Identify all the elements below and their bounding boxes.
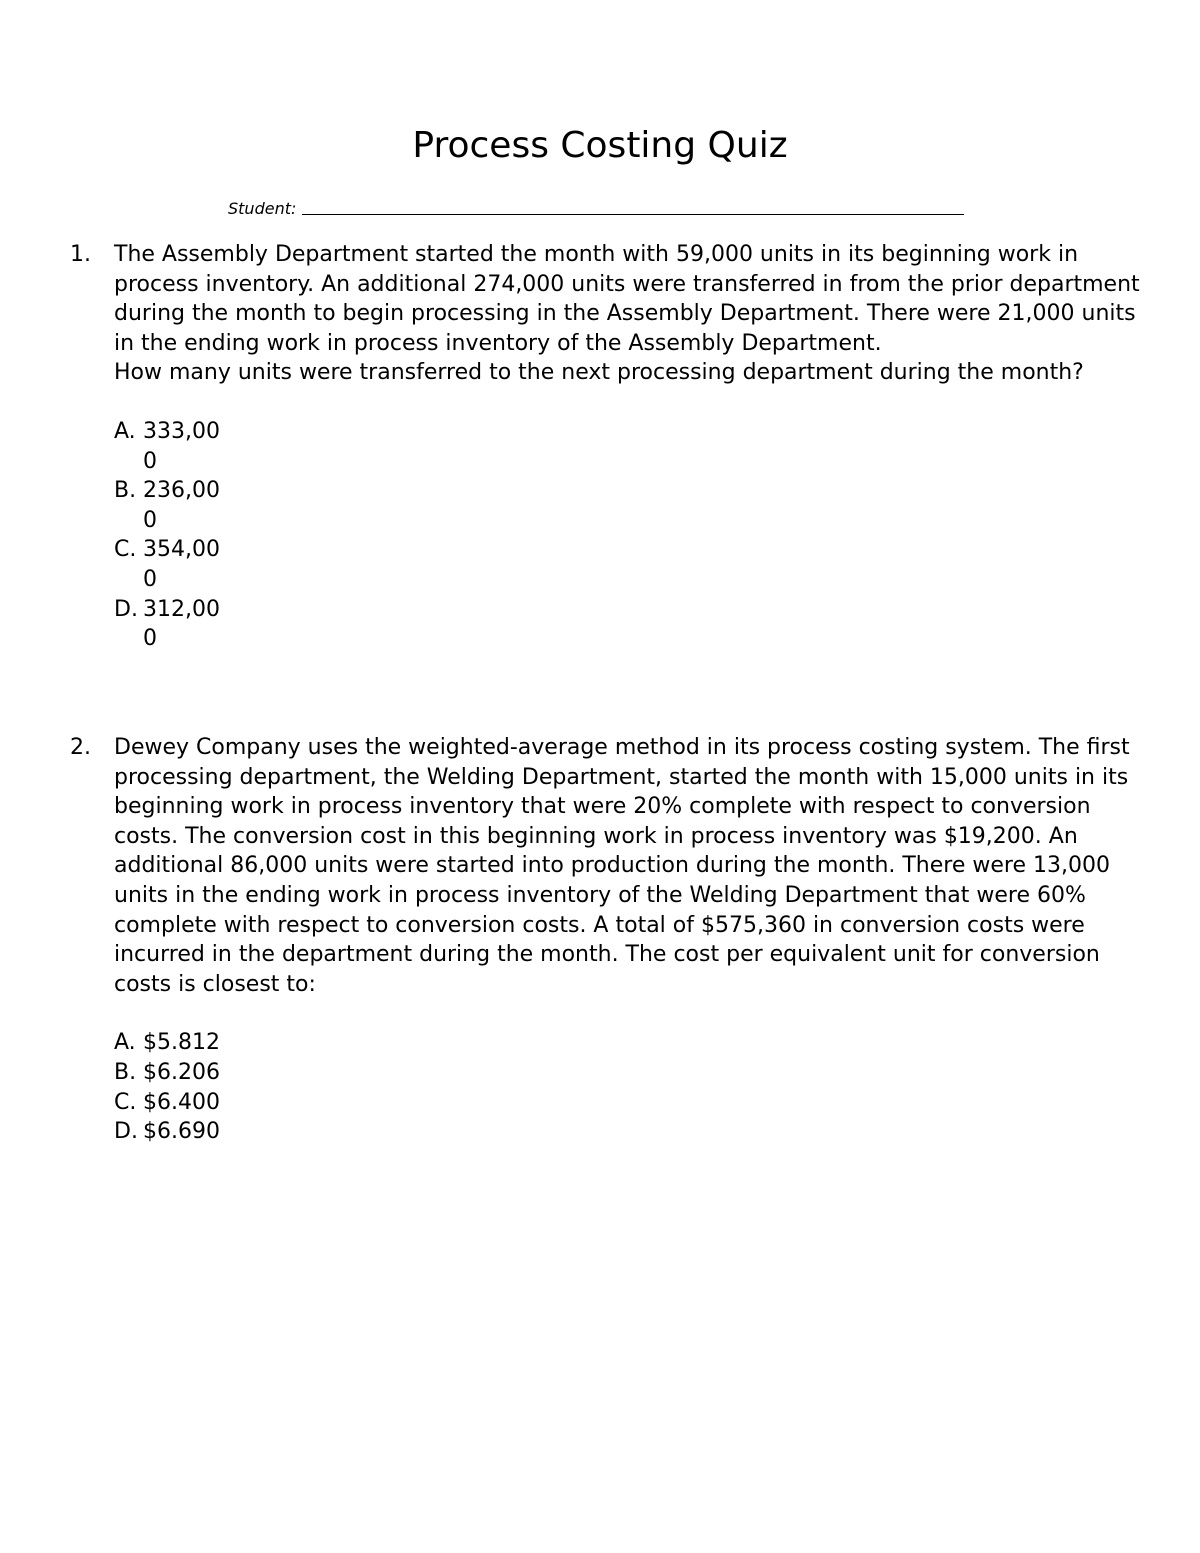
- option-text: 354,000: [143, 537, 220, 592]
- option-letter: D.: [114, 1119, 138, 1145]
- option-text: $6.400: [143, 1089, 220, 1115]
- option-b[interactable]: [114, 476, 254, 535]
- option-a[interactable]: [114, 417, 254, 476]
- question-text: [114, 733, 1144, 999]
- option-letter: D.: [114, 596, 138, 622]
- page-title: Process Costing Quiz: [412, 125, 788, 166]
- option-d[interactable]: [114, 595, 254, 654]
- answer-options: [114, 417, 1150, 654]
- option-letter: A.: [114, 1030, 136, 1056]
- question-1: [70, 240, 1150, 654]
- question-prompt: How many units were transferred to the next processing department during the month?: [114, 360, 1084, 386]
- option-text: 312,000: [143, 596, 220, 652]
- option-d[interactable]: [114, 1117, 254, 1147]
- option-text: $6.690: [143, 1119, 220, 1145]
- option-letter: B.: [114, 1059, 137, 1085]
- question-paragraph: Dewey Company uses the weighted-average method in its process costing system. The first processing department, the Welding Department, started the month with 15,000 units in its beginning work in process inventory that were 20% complete with respect to conversion costs. The conversion cost in this beginning work in process inventory was $19,200. An additional 86,000 units were started into production during the month. There were 13,000 units in the ending work in process inventory of the Welding Department that were 60% complete with respect to conversion costs. A total of $575,360 in conversion costs were incurred in the department during the month. The cost per equivalent unit for conversion costs is closest to:: [114, 735, 1130, 997]
- option-text: 236,000: [143, 478, 220, 533]
- student-name-field[interactable]: [302, 198, 964, 215]
- question-paragraph: The Assembly Department started the month with 59,000 units in its beginning work in process inventory. An additional 274,000 units were transferred in from the prior department during the month to begin processing in the Assembly Department. There were 21,000 units in the ending work in process inventory of the Assembly Department.: [114, 242, 1140, 356]
- question-text: [114, 240, 1144, 388]
- question-number: 2.: [70, 735, 91, 760]
- option-a[interactable]: [114, 1028, 254, 1058]
- option-c[interactable]: [114, 535, 254, 594]
- option-letter: B.: [114, 478, 137, 504]
- option-b[interactable]: [114, 1058, 254, 1088]
- option-text: 333,000: [143, 418, 220, 474]
- answer-options: [114, 1028, 1150, 1146]
- option-letter: C.: [114, 1089, 137, 1115]
- student-name-row: [228, 194, 988, 218]
- option-letter: A.: [114, 418, 136, 444]
- option-letter: C.: [114, 537, 137, 563]
- option-text: $6.206: [143, 1059, 220, 1085]
- question-number: 1.: [70, 242, 91, 267]
- option-text: $5.812: [143, 1030, 220, 1056]
- student-label: Student:: [228, 199, 297, 218]
- option-c[interactable]: [114, 1088, 254, 1118]
- question-2: [70, 733, 1150, 1147]
